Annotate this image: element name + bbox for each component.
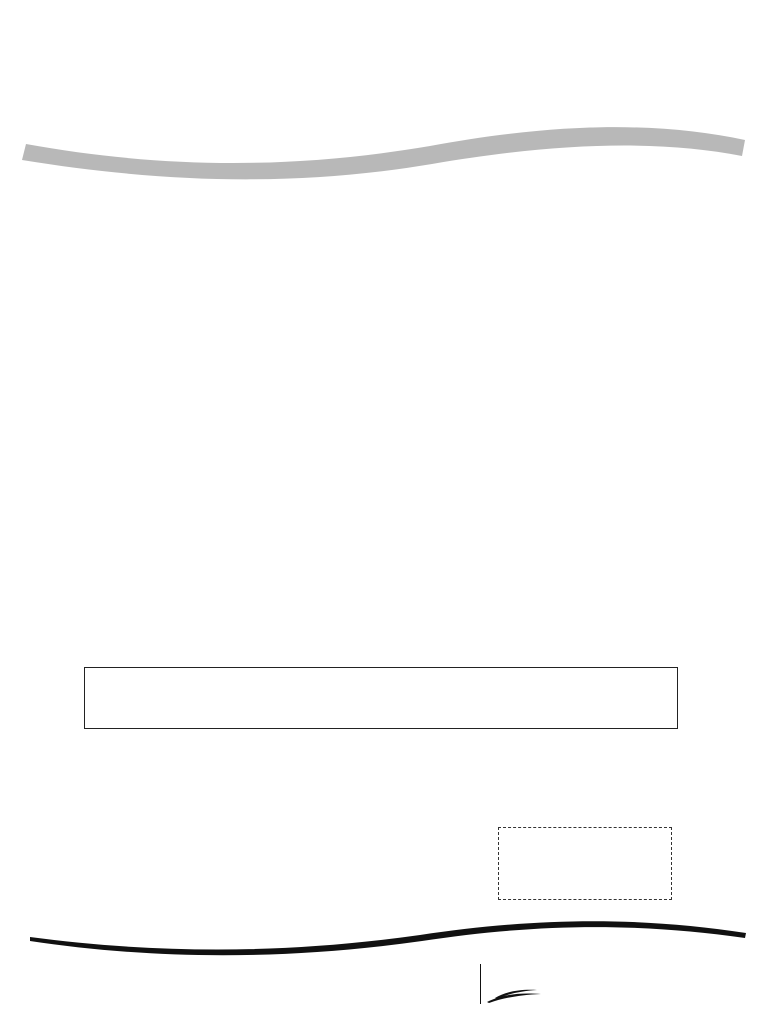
notice-box xyxy=(84,667,678,729)
top-swoosh-decoration xyxy=(0,110,768,190)
logo-secondary xyxy=(485,964,543,1004)
logo-divider xyxy=(480,964,481,1004)
bottom-swoosh-shape xyxy=(30,921,746,955)
barcode-placeholder xyxy=(498,827,672,900)
top-swoosh-shape xyxy=(22,127,745,179)
bird-wing-icon xyxy=(485,988,543,1004)
bottom-swoosh-decoration xyxy=(0,905,768,965)
unisa-logo xyxy=(474,962,694,1006)
